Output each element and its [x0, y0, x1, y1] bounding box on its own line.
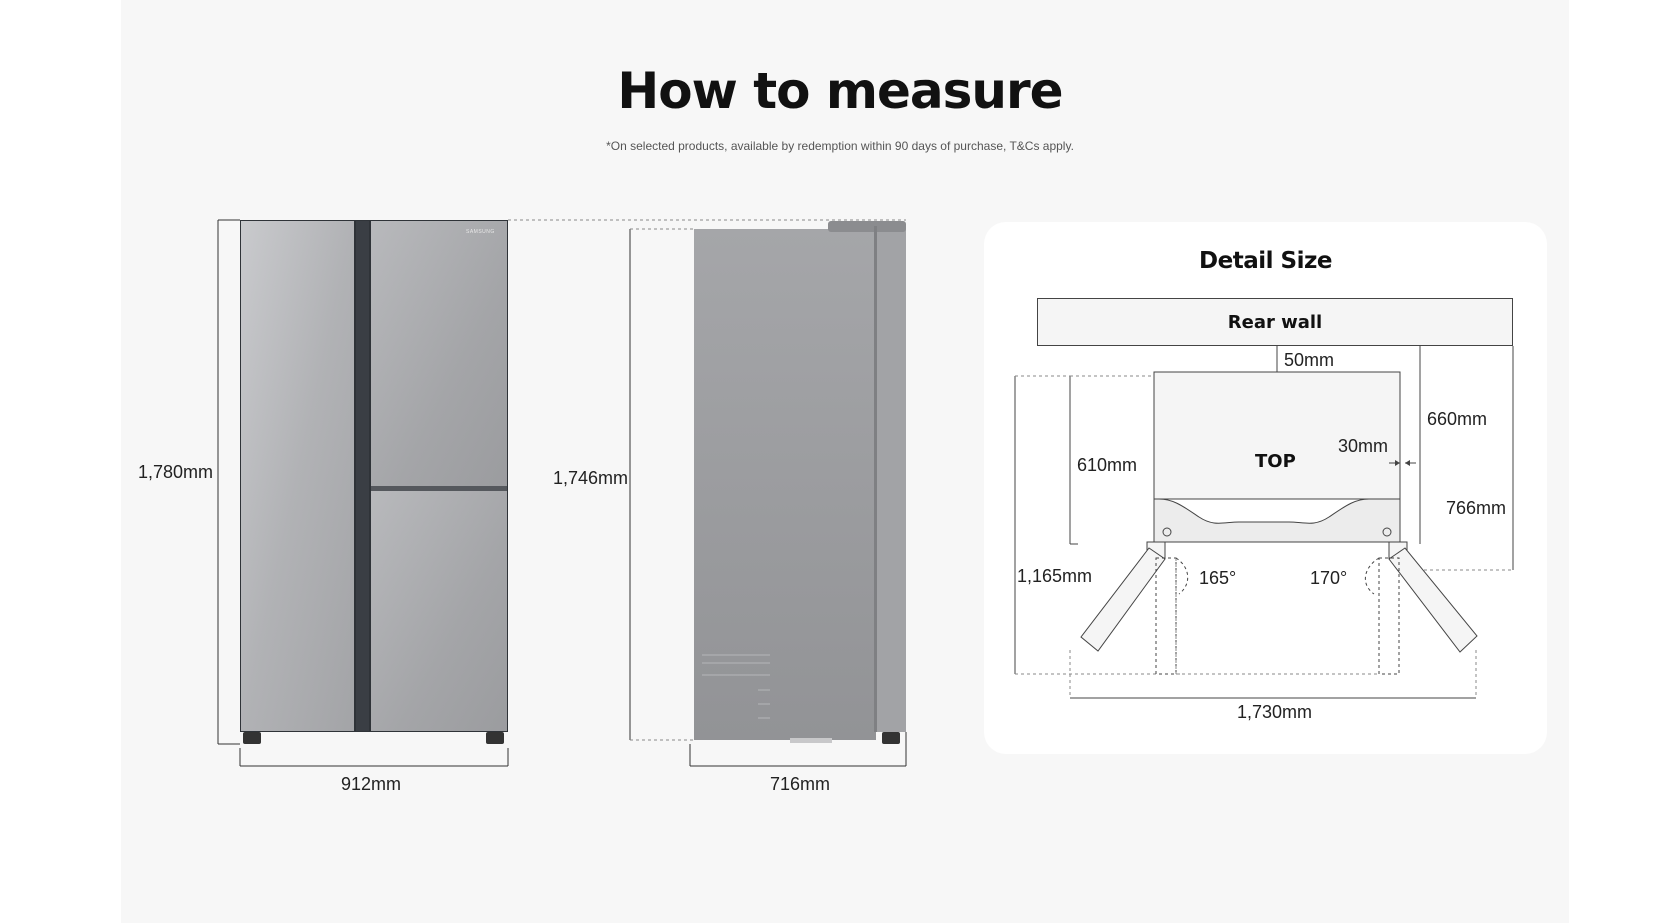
side-depth-label: 716mm	[770, 774, 831, 794]
open-door-left	[1081, 548, 1165, 651]
open-door-right	[1389, 548, 1477, 652]
detail-size-title: Detail Size	[1199, 248, 1332, 274]
door-handle	[356, 221, 369, 731]
page-title: How to measure	[617, 62, 1063, 120]
front-width-label: 912mm	[341, 774, 402, 794]
top-label: TOP	[1255, 451, 1296, 472]
door-split	[371, 486, 507, 491]
left-door	[241, 221, 354, 731]
front-foot-left	[243, 732, 261, 744]
front-foot-right	[486, 732, 504, 744]
side-door-profile	[876, 226, 906, 732]
angle-arc-left	[1176, 558, 1188, 594]
side-base	[790, 738, 832, 743]
door-top-outline	[1154, 499, 1400, 542]
side-hinge	[828, 221, 906, 232]
depth-doors-open-label: 1,165mm	[1017, 566, 1093, 586]
top-view-diagram	[984, 222, 1547, 754]
angle-arc-right	[1365, 558, 1379, 594]
side-view	[630, 221, 906, 766]
side-height-label: 1,746mm	[553, 468, 629, 488]
detail-size-card	[984, 222, 1547, 754]
lower-right-door	[371, 491, 507, 731]
angle-left-label: 165°	[1199, 568, 1237, 588]
front-height-label: 1,780mm	[138, 462, 214, 482]
gap-30-arrowhead-right	[1405, 460, 1410, 466]
side-door-seam	[874, 226, 877, 732]
side-foot	[882, 732, 900, 744]
gap-rear-label: 50mm	[1284, 350, 1335, 370]
depth-with-doors-label: 766mm	[1446, 498, 1507, 518]
side-gap-label: 30mm	[1338, 436, 1389, 456]
depth-cabinet-label: 660mm	[1427, 409, 1488, 429]
samsung-logo: SAMSUNG	[466, 229, 495, 235]
width-doors-open-label: 1,730mm	[1237, 702, 1313, 722]
upper-right-door	[371, 221, 507, 486]
rear-wall-box: Rear wall	[1037, 298, 1513, 346]
door-clearance-right	[1379, 558, 1399, 674]
depth-body-label: 610mm	[1077, 455, 1138, 475]
angle-right-label: 170°	[1310, 568, 1348, 588]
door-clearance-left	[1156, 558, 1176, 674]
disclaimer-text: *On selected products, available by redemption within 90 days of purchase, T&Cs apply.	[606, 139, 1074, 153]
